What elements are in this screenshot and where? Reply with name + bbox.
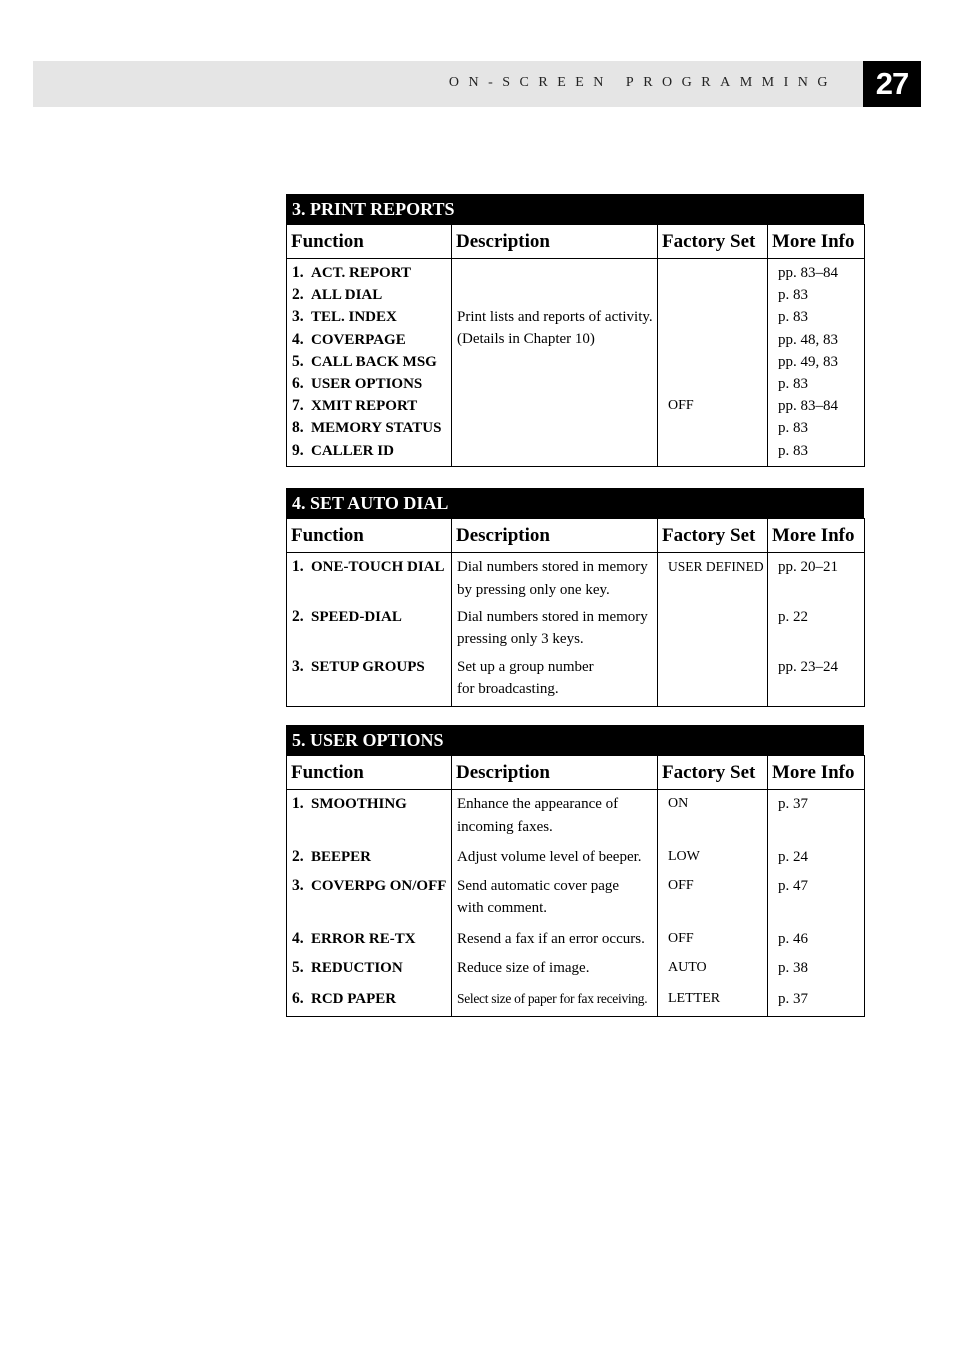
- factory-set-value: [668, 284, 767, 306]
- col-header-description: Description: [452, 756, 658, 790]
- function-name: ERROR RE-TX: [311, 930, 416, 947]
- more-info-value: pp. 83–84: [778, 398, 838, 415]
- function-number: 9.: [292, 441, 304, 459]
- description: [457, 606, 657, 651]
- description-line: Print lists and reports of activity.: [457, 309, 653, 325]
- table-row: [287, 872, 865, 925]
- more-info-value: p. 22: [778, 608, 808, 625]
- section-title: 4. SET AUTO DIAL: [286, 488, 864, 518]
- table-row: [287, 553, 865, 603]
- function-name: ACT. REPORT: [311, 265, 412, 281]
- function-number: 5.: [292, 958, 304, 976]
- description-cell: [452, 985, 658, 1017]
- factory-set-cell: [658, 553, 768, 603]
- function-cell: [287, 925, 452, 954]
- table-row: [287, 603, 865, 653]
- more-info-cell: [768, 954, 865, 985]
- factory-set-value: LOW: [668, 848, 700, 864]
- function-item: [292, 846, 451, 869]
- running-header: ON-SCREEN PROGRAMMING: [448, 75, 837, 90]
- section-title: 5. USER OPTIONS: [286, 725, 864, 755]
- factory-set-value: [668, 440, 767, 462]
- function-name: RCD PAPER: [311, 990, 397, 1007]
- set-auto-dial-table: [286, 518, 865, 707]
- col-header-more-info: More Info: [768, 225, 865, 259]
- more-info-cell: [768, 603, 865, 653]
- col-header-more-info: More Info: [768, 519, 865, 553]
- table-row: [287, 843, 865, 872]
- table-row: [287, 925, 865, 954]
- description: [457, 656, 657, 701]
- function-number: 5.: [292, 352, 304, 370]
- section-title: 3. PRINT REPORTS: [286, 194, 864, 224]
- description-line: incoming faxes.: [457, 818, 553, 835]
- description-line: Set up a group number: [457, 658, 594, 675]
- factory-set-value: OFF: [668, 398, 694, 414]
- function-number: 2.: [292, 286, 304, 304]
- function-number: 4.: [292, 330, 304, 348]
- col-header-factory-set: Factory Set: [658, 519, 768, 553]
- function-number: 3.: [292, 876, 304, 894]
- more-info-value: p. 83: [778, 375, 808, 392]
- description: [457, 988, 657, 1011]
- more-info-value: p. 83: [778, 442, 808, 459]
- col-header-more-info: More Info: [768, 756, 865, 790]
- user-options-section: [286, 725, 864, 1017]
- function-cell: [287, 653, 452, 707]
- function-name: COVERPG ON/OFF: [311, 877, 447, 894]
- function-item: [292, 262, 451, 284]
- factory-set-value: AUTO: [668, 959, 707, 975]
- factory-set-value: [668, 329, 767, 351]
- description-cell: [452, 653, 658, 707]
- more-info-value: p. 83: [778, 287, 808, 304]
- function-name: SETUP GROUPS: [311, 658, 425, 675]
- description-line: Reduce size of image.: [457, 959, 590, 976]
- description: [457, 793, 657, 838]
- factory-set-cell: [658, 259, 768, 467]
- function-cell: [287, 603, 452, 653]
- function-cell: [287, 843, 452, 872]
- col-header-function: Function: [287, 225, 452, 259]
- function-name: ONE-TOUCH DIAL: [311, 559, 445, 575]
- more-info-value: p. 38: [778, 959, 808, 976]
- description: [457, 556, 657, 601]
- more-info-value: p. 83: [778, 309, 808, 326]
- more-info-cell: [768, 985, 865, 1017]
- col-header-function: Function: [287, 519, 452, 553]
- function-name: SPEED-DIAL: [311, 608, 402, 625]
- function-item: [292, 395, 451, 417]
- description: [457, 846, 657, 869]
- function-item: [292, 556, 451, 579]
- function-number: 6.: [292, 989, 304, 1007]
- function-name: ALL DIAL: [311, 287, 383, 304]
- table-row: [287, 954, 865, 985]
- description-cell: [452, 872, 658, 925]
- col-header-factory-set: Factory Set: [658, 756, 768, 790]
- function-cell: [287, 954, 452, 985]
- more-info-cell: [768, 843, 865, 872]
- more-info-cell: [768, 259, 865, 467]
- print-reports-section: [286, 194, 864, 467]
- factory-set-cell: [658, 790, 768, 843]
- factory-set-value: [668, 373, 767, 395]
- function-item: [292, 284, 451, 306]
- function-item: [292, 957, 451, 980]
- col-header-factory-set: Factory Set: [658, 225, 768, 259]
- description-line: Dial numbers stored in memory: [457, 559, 648, 575]
- factory-set-value: USER DEFINED: [668, 559, 764, 574]
- function-item: [292, 656, 451, 679]
- function-name: CALLER ID: [311, 442, 394, 459]
- factory-set-cell: [658, 954, 768, 985]
- function-cell: [287, 553, 452, 603]
- more-info-value: pp. 83–84: [778, 265, 838, 281]
- description: [457, 875, 657, 920]
- table-row: [287, 790, 865, 843]
- function-item: [292, 351, 451, 373]
- description: [457, 957, 657, 980]
- description-line: Send automatic cover page: [457, 877, 620, 894]
- function-cell: [287, 259, 452, 467]
- function-item: [292, 417, 451, 439]
- function-number: 1.: [292, 264, 304, 281]
- col-header-function: Function: [287, 756, 452, 790]
- description-cell: [452, 954, 658, 985]
- header-bar: [33, 61, 863, 107]
- factory-set-value: [668, 306, 767, 328]
- description-line: by pressing only one key.: [457, 581, 610, 598]
- function-number: 3.: [292, 308, 304, 326]
- more-info-value: p. 37: [778, 990, 808, 1007]
- description-cell: [452, 553, 658, 603]
- function-item: [292, 928, 451, 951]
- function-item: [292, 988, 451, 1011]
- factory-set-value: [668, 262, 767, 284]
- more-info-value: p. 37: [778, 796, 808, 812]
- factory-set-cell: [658, 925, 768, 954]
- function-cell: [287, 790, 452, 843]
- function-item: [292, 440, 451, 462]
- factory-set-value: [668, 351, 767, 373]
- more-info-value: p. 47: [778, 877, 808, 894]
- description-cell: [452, 259, 658, 467]
- table-row: [287, 985, 865, 1017]
- more-info-cell: [768, 790, 865, 843]
- factory-set-value: [668, 417, 767, 439]
- col-header-description: Description: [452, 225, 658, 259]
- more-info-value: p. 24: [778, 848, 808, 865]
- col-header-description: Description: [452, 519, 658, 553]
- more-info-cell: [768, 872, 865, 925]
- factory-set-cell: [658, 872, 768, 925]
- more-info-value: pp. 49, 83: [778, 353, 838, 370]
- function-item: [292, 306, 451, 328]
- factory-set-value: ON: [668, 796, 689, 811]
- function-name: MEMORY STATUS: [311, 420, 442, 437]
- function-name: COVERPAGE: [311, 331, 406, 348]
- factory-set-cell: [658, 603, 768, 653]
- more-info-cell: [768, 925, 865, 954]
- factory-set-value: LETTER: [668, 990, 721, 1006]
- function-number: 7.: [292, 397, 304, 415]
- function-item: [292, 606, 451, 629]
- table-row: [287, 653, 865, 707]
- set-auto-dial-section: [286, 488, 864, 707]
- function-name: BEEPER: [311, 848, 372, 865]
- description-line: with comment.: [457, 900, 547, 916]
- description-line: Resend a fax if an error occurs.: [457, 930, 645, 947]
- description-cell: [452, 925, 658, 954]
- function-name: XMIT REPORT: [311, 398, 418, 415]
- function-number: 1.: [292, 558, 304, 575]
- function-item: [292, 329, 451, 351]
- function-number: 6.: [292, 374, 304, 392]
- function-number: 1.: [292, 795, 304, 812]
- factory-set-cell: [658, 843, 768, 872]
- more-info-cell: [768, 653, 865, 707]
- description-line: pressing only 3 keys.: [457, 631, 584, 647]
- page-number: 27: [863, 61, 921, 107]
- factory-set-cell: [658, 653, 768, 707]
- function-name: CALL BACK MSG: [311, 353, 437, 370]
- description-line: Select size of paper for fax receiving.: [457, 990, 648, 1006]
- description-line: Adjust volume level of beeper.: [457, 848, 642, 865]
- function-name: TEL. INDEX: [311, 309, 397, 326]
- function-item: [292, 793, 451, 816]
- more-info-value: pp. 48, 83: [778, 331, 838, 348]
- function-cell: [287, 985, 452, 1017]
- function-number: 8.: [292, 419, 304, 437]
- user-options-table: [286, 755, 865, 1017]
- description-line: Dial numbers stored in memory: [457, 608, 648, 625]
- function-name: USER OPTIONS: [311, 375, 423, 392]
- function-item: [292, 875, 451, 898]
- more-info-value: p. 83: [778, 420, 808, 437]
- function-name: REDUCTION: [311, 959, 403, 976]
- function-item: [292, 373, 451, 395]
- description-cell: [452, 843, 658, 872]
- description-line: (Details in Chapter 10): [457, 331, 595, 348]
- print-reports-table: [286, 224, 865, 467]
- factory-set-cell: [658, 985, 768, 1017]
- function-number: 4.: [292, 929, 304, 947]
- more-info-value: pp. 20–21: [778, 559, 838, 575]
- function-cell: [287, 872, 452, 925]
- description-line: for broadcasting.: [457, 681, 559, 697]
- more-info-value: p. 46: [778, 930, 808, 947]
- description-cell: [452, 790, 658, 843]
- more-info-value: pp. 23–24: [778, 658, 838, 675]
- description: [457, 928, 657, 951]
- function-number: 3.: [292, 657, 304, 675]
- description-line: Enhance the appearance of: [457, 796, 619, 812]
- function-number: 2.: [292, 607, 304, 625]
- function-name: SMOOTHING: [311, 796, 407, 812]
- description-cell: [452, 603, 658, 653]
- factory-set-value: OFF: [668, 877, 694, 893]
- function-number: 2.: [292, 847, 304, 865]
- factory-set-value: OFF: [668, 930, 694, 946]
- more-info-cell: [768, 553, 865, 603]
